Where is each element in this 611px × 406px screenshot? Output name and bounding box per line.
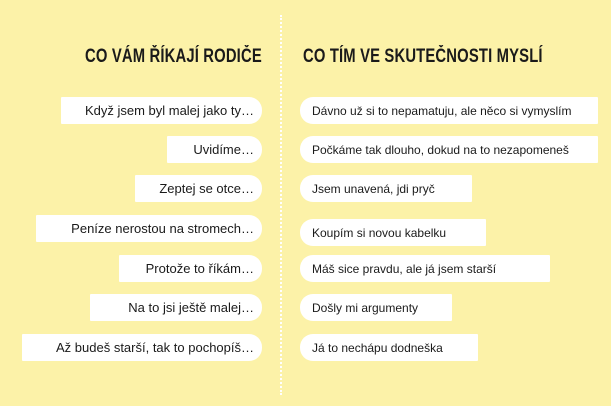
meant-item: Já to nechápu dodneška <box>300 334 478 361</box>
meant-item: Máš sice pravdu, ale já jsem starší <box>300 255 550 282</box>
meant-item: Dávno už si to nepamatuju, ale něco si vymyslím <box>300 97 598 124</box>
column-heading-parents-say: CO VÁM ŘÍKAJÍ RODIČE <box>85 46 262 67</box>
said-item: Když jsem byl malej jako ty… <box>61 97 262 124</box>
column-heading-what-they-mean: CO TÍM VE SKUTEČNOSTI MYSLÍ <box>303 46 543 67</box>
said-item: Protože to říkám… <box>119 255 262 282</box>
said-item: Zeptej se otce… <box>135 175 262 202</box>
said-item: Uvidíme… <box>167 136 262 163</box>
meant-item: Jsem unavená, jdi pryč <box>300 175 472 202</box>
dotted-divider <box>280 15 282 395</box>
said-item: Na to jsi ještě malej… <box>90 294 262 321</box>
meant-item: Počkáme tak dlouho, dokud na to nezapomeneš <box>300 136 598 163</box>
said-item: Až budeš starší, tak to pochopíš… <box>22 334 262 361</box>
meant-item: Došly mi argumenty <box>300 294 452 321</box>
meant-item: Koupím si novou kabelku <box>300 219 486 246</box>
said-item: Peníze nerostou na stromech… <box>36 215 262 242</box>
